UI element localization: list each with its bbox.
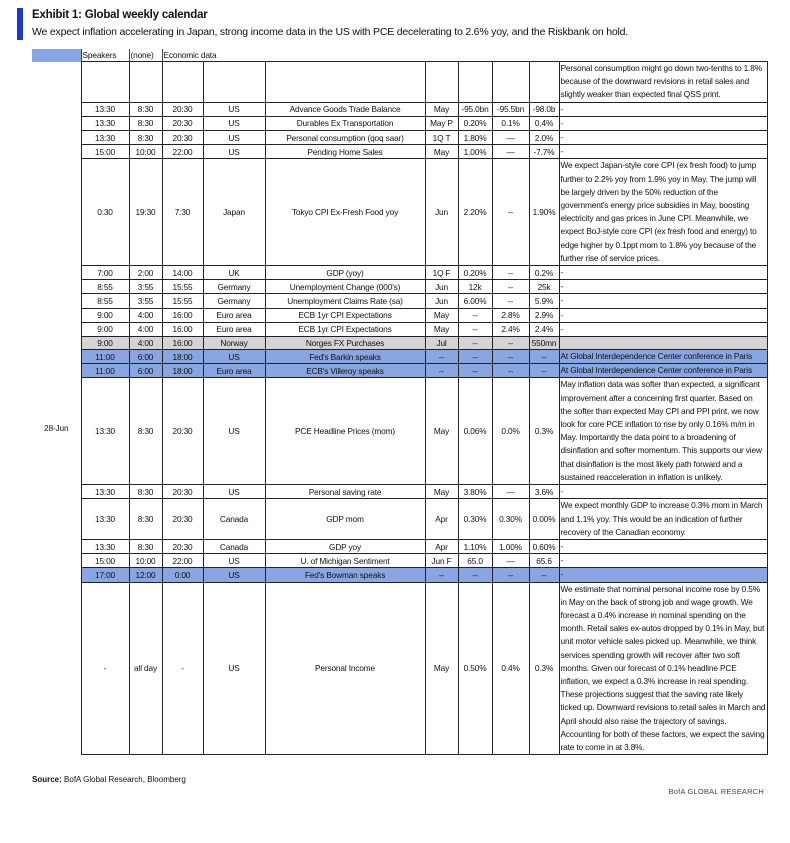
- brand-footer: BofA GLOBAL RESEARCH: [668, 787, 764, 796]
- table-row: [32, 582, 767, 755]
- time-newyork: 8:30: [129, 378, 162, 485]
- previous: 0.3%: [529, 378, 559, 485]
- bofa-forecast: 2.20%: [458, 159, 492, 266]
- previous: 2.4%: [529, 322, 559, 336]
- previous: 1.90%: [529, 159, 559, 266]
- country: Canada: [203, 539, 265, 553]
- time-asia: 20:30: [162, 116, 203, 130]
- comment: -: [559, 280, 767, 294]
- event-name: GDP (yoy): [265, 266, 425, 280]
- bofa-forecast: --: [458, 568, 492, 582]
- consensus: -95.5bn: [492, 102, 529, 116]
- country: US: [203, 582, 265, 755]
- table-row: [32, 554, 767, 568]
- comment: -: [559, 145, 767, 159]
- event-name: Durables Ex Transportation: [265, 116, 425, 130]
- time-asia: 16:00: [162, 322, 203, 336]
- time-asia: 18:00: [162, 364, 203, 378]
- period: May: [425, 378, 458, 485]
- bofa-forecast: 12k: [458, 280, 492, 294]
- bofa-forecast: 1.00%: [458, 145, 492, 159]
- country: US: [203, 102, 265, 116]
- event-name: ECB's Villeroy speaks: [265, 364, 425, 378]
- previous: 0.4%: [529, 116, 559, 130]
- time-newyork: all day: [129, 582, 162, 755]
- bofa-forecast: 6.00%: [458, 294, 492, 308]
- comment: -: [559, 266, 767, 280]
- previous: --: [529, 568, 559, 582]
- previous: -7.7%: [529, 145, 559, 159]
- calendar-table: [32, 49, 768, 755]
- comment: -: [559, 116, 767, 130]
- event-name: ECB 1yr CPI Expectations: [265, 308, 425, 322]
- bofa-forecast: 3.80%: [458, 485, 492, 499]
- table-row: [32, 350, 767, 364]
- comment: -: [559, 554, 767, 568]
- time-newyork: 8:30: [129, 116, 162, 130]
- table-row: [32, 280, 767, 294]
- time-london: 8:55: [81, 294, 129, 308]
- time-london: 15:00: [81, 554, 129, 568]
- consensus: 2.8%: [492, 308, 529, 322]
- time-asia: 20:30: [162, 499, 203, 540]
- period: May: [425, 308, 458, 322]
- period: Jun F: [425, 554, 458, 568]
- period: May: [425, 322, 458, 336]
- bofa-forecast: --: [458, 308, 492, 322]
- period: May: [425, 102, 458, 116]
- date-label: 28-Jun: [44, 423, 69, 434]
- event-name: GDP yoy: [265, 539, 425, 553]
- comment: We expect Japan-style core CPI (ex fresh food) to jump further to 2.2% yoy from 1.9% yoy in May. The jump will be largely driven by the 50% reduction of the government's energy price subsidies in May, boosting electricity and gas prices in June CPI. Meanwhile, we expect BoJ-style core CPI (ex fresh food and energy) to edge higher by 0.1ppt mom to 1.8% yoy because of the further rise of service prices.: [559, 159, 767, 266]
- period: --: [425, 350, 458, 364]
- time-newyork: 10:00: [129, 145, 162, 159]
- country: US: [203, 554, 265, 568]
- table-row: [32, 322, 767, 336]
- country: US: [203, 145, 265, 159]
- header-none: (none): [129, 49, 162, 62]
- previous: 2.9%: [529, 308, 559, 322]
- time-london: -: [81, 582, 129, 755]
- table-row: [32, 159, 767, 266]
- bofa-forecast: 0.20%: [458, 266, 492, 280]
- event-name: GDP mom: [265, 499, 425, 540]
- consensus: 1.00%: [492, 539, 529, 553]
- time-newyork: 6:00: [129, 350, 162, 364]
- period: May P: [425, 116, 458, 130]
- table-row: [32, 364, 767, 378]
- country: US: [203, 568, 265, 582]
- exhibit-subtitle: We expect inflation accelerating in Japan, strong income data in the US with PCE decelerating to 2.6% yoy, and the Riskbank on hold.: [32, 26, 628, 38]
- source-label: Source:: [32, 775, 62, 784]
- consensus: 0.30%: [492, 499, 529, 540]
- consensus: —: [492, 485, 529, 499]
- event-name: Fed's Barkin speaks: [265, 350, 425, 364]
- bofa-forecast: 65.0: [458, 554, 492, 568]
- event-name: Personal Income: [265, 582, 425, 755]
- time-newyork: 8:30: [129, 539, 162, 553]
- comment: We estimate that nominal personal income rose by 0.5% in May on the back of strong job and wage growth. We forecast a 0.4% increase in nominal spending on the month. Retail sales ex-autos dropped by 0.1% in May, but unit motor vehicle sales picked up. Meanwhile, we think services spending growth will recover after two soft months. Given our forecast of 0.1% headline PCE inflation, we expect a 0.3% increase in real spending. These projections suggest that the saving rate likely ticked up. Downward revisions to retail sales in March and April should also raise the trajectory of savings. Accounting for both of these factors, we expect the saving rate to come in at 3.8%.: [559, 582, 767, 755]
- time-asia: 20:30: [162, 378, 203, 485]
- comment: At Global Interdependence Center conference in Paris: [559, 364, 767, 378]
- country: Germany: [203, 294, 265, 308]
- time-asia: 22:00: [162, 554, 203, 568]
- period: Apr: [425, 539, 458, 553]
- event-name: Tokyo CPI Ex-Fresh Food yoy: [265, 159, 425, 266]
- time-asia: 14:00: [162, 266, 203, 280]
- country: US: [203, 485, 265, 499]
- time-newyork: 4:00: [129, 308, 162, 322]
- table-row: [32, 131, 767, 145]
- country: Germany: [203, 280, 265, 294]
- consensus: --: [492, 350, 529, 364]
- event-name: Personal saving rate: [265, 485, 425, 499]
- previous: 5.9%: [529, 294, 559, 308]
- comment: At Global Interdependence Center conference in Paris: [559, 350, 767, 364]
- time-newyork: 8:30: [129, 485, 162, 499]
- consensus: --: [492, 337, 529, 350]
- time-asia: 20:30: [162, 102, 203, 116]
- comment: -: [559, 294, 767, 308]
- previous: 65.6: [529, 554, 559, 568]
- time-asia: 20:30: [162, 131, 203, 145]
- bofa-forecast: 1.10%: [458, 539, 492, 553]
- period: Jun: [425, 294, 458, 308]
- table-row: [32, 102, 767, 116]
- country: Japan: [203, 159, 265, 266]
- time-london: 13:30: [81, 131, 129, 145]
- time-asia: 16:00: [162, 308, 203, 322]
- period: Jul: [425, 337, 458, 350]
- event-name: Norges FX Purchases: [265, 337, 425, 350]
- table-row: [32, 266, 767, 280]
- period: 1Q T: [425, 131, 458, 145]
- table-row: [32, 294, 767, 308]
- bofa-forecast: --: [458, 350, 492, 364]
- previous: 0.2%: [529, 266, 559, 280]
- country: Euro area: [203, 364, 265, 378]
- time-newyork: 12:00: [129, 568, 162, 582]
- time-newyork: 8:30: [129, 499, 162, 540]
- time-newyork: 4:00: [129, 337, 162, 350]
- period: --: [425, 364, 458, 378]
- comment: -: [559, 485, 767, 499]
- time-asia: 20:30: [162, 539, 203, 553]
- previous: 2.0%: [529, 131, 559, 145]
- time-newyork: 3:55: [129, 280, 162, 294]
- time-london: 13:30: [81, 116, 129, 130]
- previous: --: [529, 364, 559, 378]
- time-asia: -: [162, 582, 203, 755]
- comment: We expect monthly GDP to increase 0.3% mom in March and 1.1% yoy. This would be an indication of further recovery of the Canadian economy.: [559, 499, 767, 540]
- time-newyork: 3:55: [129, 294, 162, 308]
- table-row: [32, 337, 767, 350]
- time-newyork: 10:00: [129, 554, 162, 568]
- time-london: 11:00: [81, 364, 129, 378]
- time-asia: 20:30: [162, 485, 203, 499]
- comment: -: [559, 102, 767, 116]
- time-asia: 7:30: [162, 159, 203, 266]
- bofa-forecast: 0.50%: [458, 582, 492, 755]
- time-newyork: 4:00: [129, 322, 162, 336]
- consensus: --: [492, 280, 529, 294]
- time-london: 15:00: [81, 145, 129, 159]
- country: Euro area: [203, 308, 265, 322]
- time-newyork: 8:30: [129, 131, 162, 145]
- event-name: ECB 1yr CPI Expectations: [265, 322, 425, 336]
- top-comment-row: [32, 62, 767, 103]
- table-row: [32, 499, 767, 540]
- exhibit-accent-bar: [17, 8, 23, 40]
- table-row: [32, 308, 767, 322]
- country: UK: [203, 266, 265, 280]
- previous: 0.3%: [529, 582, 559, 755]
- country: US: [203, 378, 265, 485]
- time-london: 13:30: [81, 485, 129, 499]
- previous: 0.60%: [529, 539, 559, 553]
- country: US: [203, 131, 265, 145]
- time-london: 7:00: [81, 266, 129, 280]
- event-name: U. of Michigan Sentiment: [265, 554, 425, 568]
- period: Apr: [425, 499, 458, 540]
- table-row: [32, 485, 767, 499]
- event-name: Fed's Bowman speaks: [265, 568, 425, 582]
- comment: -: [559, 539, 767, 553]
- table-row: [32, 145, 767, 159]
- consensus: --: [492, 266, 529, 280]
- header-economic-data: Economic data: [162, 49, 425, 62]
- table-row: [32, 568, 767, 582]
- time-london: 9:00: [81, 308, 129, 322]
- event-name: PCE Headline Prices (mom): [265, 378, 425, 485]
- consensus: 0.4%: [492, 582, 529, 755]
- time-london: 9:00: [81, 322, 129, 336]
- bofa-forecast: 1.80%: [458, 131, 492, 145]
- comment: -: [559, 308, 767, 322]
- time-newyork: 19:30: [129, 159, 162, 266]
- consensus: --: [492, 294, 529, 308]
- time-london: 8:55: [81, 280, 129, 294]
- time-london: 13:30: [81, 102, 129, 116]
- bofa-forecast: 0.20%: [458, 116, 492, 130]
- time-london: 13:30: [81, 378, 129, 485]
- time-asia: 15:55: [162, 280, 203, 294]
- period: May: [425, 145, 458, 159]
- previous: --: [529, 350, 559, 364]
- bofa-forecast: -95.0bn: [458, 102, 492, 116]
- consensus: 0.1%: [492, 116, 529, 130]
- country: US: [203, 350, 265, 364]
- event-name: Unemployment Change (000's): [265, 280, 425, 294]
- consensus: —: [492, 145, 529, 159]
- time-london: 11:00: [81, 350, 129, 364]
- table-header-row: [32, 49, 767, 62]
- bofa-forecast: --: [458, 337, 492, 350]
- country: Euro area: [203, 322, 265, 336]
- consensus: —: [492, 131, 529, 145]
- previous: 25k: [529, 280, 559, 294]
- country: US: [203, 116, 265, 130]
- comment: -: [559, 131, 767, 145]
- previous: -98.0b: [529, 102, 559, 116]
- previous: 0.00%: [529, 499, 559, 540]
- previous: 3.6%: [529, 485, 559, 499]
- time-london: 9:00: [81, 337, 129, 350]
- table-row: [32, 378, 767, 485]
- consensus: --: [492, 568, 529, 582]
- time-newyork: 8:30: [129, 102, 162, 116]
- event-name: Personal consumption (qoq saar): [265, 131, 425, 145]
- consensus: --: [492, 159, 529, 266]
- event-name: Unemployment Claims Rate (sa): [265, 294, 425, 308]
- source-note: [32, 775, 186, 784]
- time-london: 13:30: [81, 539, 129, 553]
- country: Norway: [203, 337, 265, 350]
- exhibit-title: Exhibit 1: Global weekly calendar: [32, 9, 208, 21]
- consensus: —: [492, 554, 529, 568]
- bofa-forecast: 0.06%: [458, 378, 492, 485]
- period: --: [425, 568, 458, 582]
- bofa-forecast: --: [458, 322, 492, 336]
- time-london: 17:00: [81, 568, 129, 582]
- table-row: [32, 539, 767, 553]
- time-london: 13:30: [81, 499, 129, 540]
- time-asia: 15:55: [162, 294, 203, 308]
- consensus: 2.4%: [492, 322, 529, 336]
- bofa-forecast: 0.30%: [458, 499, 492, 540]
- time-london: 0:30: [81, 159, 129, 266]
- time-asia: 16:00: [162, 337, 203, 350]
- bofa-forecast: --: [458, 364, 492, 378]
- consensus: 0.0%: [492, 378, 529, 485]
- time-asia: 18:00: [162, 350, 203, 364]
- previous: 550mn: [529, 337, 559, 350]
- country: Canada: [203, 499, 265, 540]
- comment: May inflation data was softer than expected, a significant improvement after a concerning first quarter. Based on the softer than expected May CPI and PPI print, we now look for core PCE inflation to rise by only 0.16% m/m in May. Importantly the data point to a broadening of disinflation and softer momentum. This supports our view that disinflation is the most likely path forward and a sustained reacceleration in inflation is unlikely.: [559, 378, 767, 485]
- period: May: [425, 485, 458, 499]
- period: Jun: [425, 280, 458, 294]
- time-asia: 0:00: [162, 568, 203, 582]
- source-text: BofA Global Research, Bloomberg: [64, 775, 186, 784]
- header-spacer: [32, 49, 81, 62]
- time-newyork: 2:00: [129, 266, 162, 280]
- comment: -: [559, 322, 767, 336]
- consensus: --: [492, 364, 529, 378]
- event-name: Pending Home Sales: [265, 145, 425, 159]
- event-name: Advance Goods Trade Balance: [265, 102, 425, 116]
- comment: [559, 337, 767, 350]
- header-speakers: Speakers: [81, 49, 129, 62]
- time-asia: 22:00: [162, 145, 203, 159]
- period: 1Q F: [425, 266, 458, 280]
- time-newyork: 6:00: [129, 364, 162, 378]
- comment: -: [559, 568, 767, 582]
- period: May: [425, 582, 458, 755]
- period: Jun: [425, 159, 458, 266]
- top-comment: Personal consumption might go down two-tenths to 1.8% because of the downward revisions in retail sales and slightly weaker than expected final QSS print.: [559, 62, 767, 103]
- table-row: [32, 116, 767, 130]
